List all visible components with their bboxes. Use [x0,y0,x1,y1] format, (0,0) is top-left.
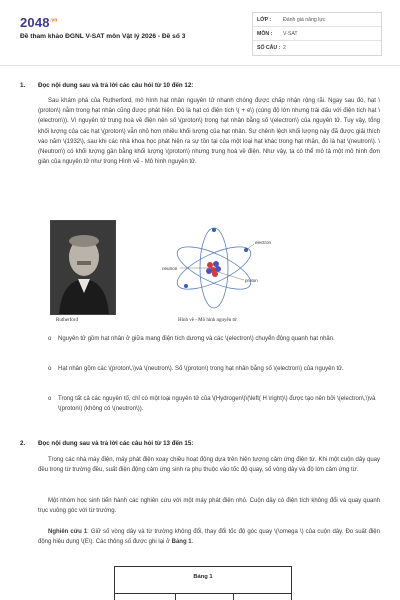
bullet-item [48,364,376,374]
meta-value: V-SAT [283,30,298,37]
question-title: Đọc nội dung sau và trả lời các câu hỏi từ 10 đến 12: [38,82,194,89]
bullet-marker: o [48,336,52,342]
meta-key: MÔN : [257,30,273,37]
portrait-image [51,221,116,315]
bullet-text: Hạt nhân gồm các \(proton\,\)và \(neutron\). Số \(proton\) trong hạt nhân bằng số \(electron\) của nguyên tử. [58,366,344,372]
bullet-marker: o [48,366,52,372]
label-neutron: neutron [162,266,178,271]
meta-key: SỐ CÂU : [257,45,281,51]
bullet-marker: o [48,396,52,402]
meta-key: LỚP : [257,16,272,23]
table-header-divider [115,593,291,594]
study-text: : Giữ số vòng dây và từ trường không đổi, thay đổi tốc độ góc quay \(\omega \) của cuộn dây. Đo suất điện động hiệu dụng \(E\). Các thông số được ghi lại ở [38,529,380,546]
logo-tld: .vn [49,17,58,24]
question-1-passage: Sau khám phá của Rutherford, mô hình hạt nhân nguyên tử nhanh chóng được chấp nhận rộng rãi. Ngay sau đó, hạt \(proton\) nằm trong hạt nhân cũng được phát hiện. Đó là hạt có điện tích \( + e\) (cùng độ lớn nhưng trái dấu với điện tích hạt \(electron\)). Vì nguyên tử trung hoà về điện nên số \(proton\) trong hạt nhân bằng số \(electron\) của nguyên tử. Tuy vậy, tổng khối lượng của các hạt \(proton\) vẫn nhỏ hơn nhiều khối lượng của hạt nhân. Sự chênh lệch khối lượng này đã được giải thích vào năm \(1932\), sau khi các nhà khoa học phát hiện ra sự tồn tại của một loại hạt khác trong hạt nhân, đó là hạt \(neutron\). \(Neutron\) có khối lượng gần bằng khối lượng \(proton\) nhưng trung hoà về điện. Như vậy, ta có thể mô tả một mô hình đơn giản của nguyên tử như trong Hình vẽ - Mô hình nguyên tử. [38,98,380,166]
bullet-item [48,394,376,414]
logo-text: 2048 [20,15,50,30]
study-end: . [191,539,194,546]
question-number: 2. [20,440,26,447]
study-label: Nghiên cứu 1 [48,529,88,535]
meta-row-subject [253,27,381,41]
table-title: Bảng 1 [193,574,213,580]
site-logo[interactable] [20,15,58,30]
question-number: 1. [20,82,26,89]
question-title: Đọc nội dung sau và trả lời các câu hỏi từ 13 đến 15: [38,440,194,447]
study-table-ref: Bảng 1 [171,539,192,546]
photo-caption: Rutherford [56,318,78,323]
meta-row-class [253,13,381,27]
meta-value: 2 [283,45,286,51]
meta-table [252,12,382,56]
bullet-text: Nguyên tử gồm hạt nhân ở giữa mang điện tích dương và các \(electron\) chuyển động quanh hạt nhân. [58,336,335,342]
atom-model-diagram [160,220,272,316]
label-proton: proton [245,278,258,283]
study-1-paragraph [38,527,380,547]
label-electron: electron [255,240,272,245]
meta-row-count [253,41,381,55]
table-column-divider [175,593,176,600]
atom-caption: Hình vẽ - Mô hình nguyên tử [178,318,237,323]
rutherford-photo [50,220,116,315]
table-1 [114,566,292,600]
question-2-passage-2: Một nhóm học sinh tiến hành các nghiên cứu với một máy phát điện nhỏ. Cuộn dây có điện tích không đổi và quay quanh trục vuông góc với từ trường. [38,498,380,515]
bullet-text: Trong tất cả các nguyên tố, chỉ có một loại nguyên tử của \(Hydrogen\)\(\left( H \right)\) được tạo nên bởi \(electron\,\)và \(proton\) (không có \(neutron\)). [58,396,376,413]
document-title: Đề tham khảo ĐGNL V-SAT môn Vật lý 2026 - Đề số 3 [20,33,186,40]
bullet-item [48,334,376,344]
meta-value: Đánh giá năng lực [283,16,326,23]
table-column-divider [233,593,234,600]
question-2-passage-1: Trong các nhà máy điện, máy phát điện xoay chiều hoạt động dựa trên hiện tượng cảm ứng điện từ. Khi một cuộn dây quay đều trong từ trường đều, suất điện động cảm ứng sinh ra phụ thuộc vào tốc độ quay, số vòng dây và độ lớn cảm ứng từ. [38,457,380,474]
page-header [0,0,400,66]
